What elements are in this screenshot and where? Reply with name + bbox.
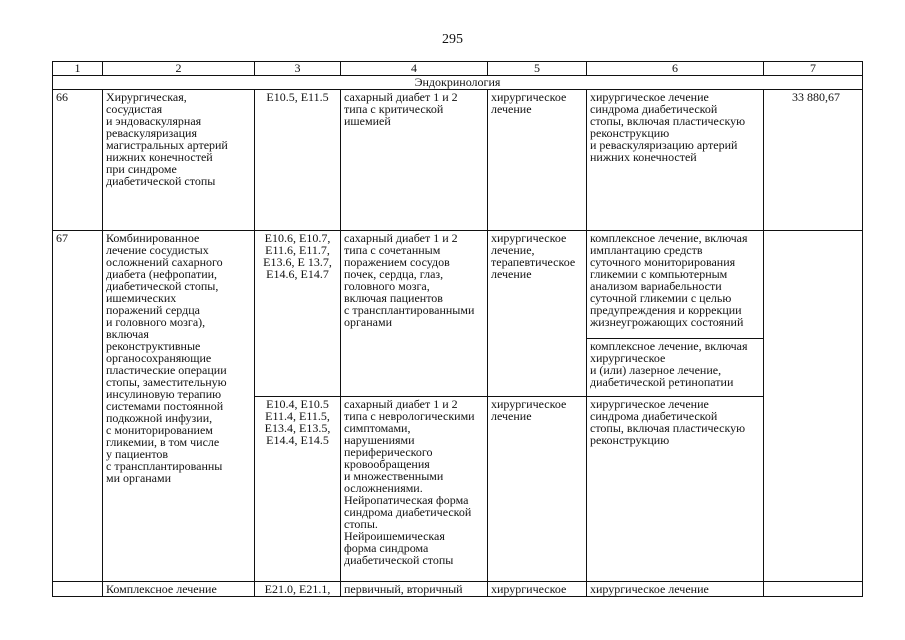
treatment-method: комплексное лечение, включая имплантацию средств суточного мониторирования гликемии с компьютерным анализом вариабельности суточной гликемии с целью предупреждения и коррекции жизнеугрожающих состояний (587, 231, 764, 339)
column-number: 1 (53, 62, 103, 76)
patient-model: первичный, вторичный (341, 582, 488, 597)
column-number: 7 (764, 62, 863, 76)
row-number: 66 (53, 90, 103, 231)
icd-codes: E21.0, E21.1, (255, 582, 341, 597)
treatment-type: хирургическое лечение (488, 90, 587, 231)
column-number: 2 (103, 62, 255, 76)
treatment-method: хирургическое лечение синдрома диабетической стопы, включая пластическую реконструкцию и реваскуляризацию артерий нижних конечностей (587, 90, 764, 231)
medical-care-table (52, 61, 863, 597)
section-title: Эндокринология (53, 76, 863, 90)
care-type-name: Комплексное лечение (103, 582, 255, 597)
table-row-67a (53, 231, 863, 339)
treatment-type: хирургическое (488, 582, 587, 597)
row-number: 67 (53, 231, 103, 582)
column-number: 6 (587, 62, 764, 76)
column-number: 5 (488, 62, 587, 76)
table-row-66 (53, 90, 863, 231)
table-row-68 (53, 582, 863, 597)
patient-model: сахарный диабет 1 и 2 типа с критической ишемией (341, 90, 488, 231)
patient-model: сахарный диабет 1 и 2 типа с сочетанным поражением сосудов почек, сердца, глаз, головного мозга, включая пациентов с трансплантированными органами (341, 231, 488, 397)
section-row (53, 76, 863, 90)
treatment-method: хирургическое лечение (587, 582, 764, 597)
patient-model: сахарный диабет 1 и 2 типа с неврологическими симптомами, нарушениями периферического кровообращения и множественными осложнениями. Нейропатическая форма синдрома диабетической стопы. Нейроишемическая форма синдрома диабетической стопы (341, 397, 488, 582)
icd-codes: E10.5, E11.5 (255, 90, 341, 231)
row-number (53, 582, 103, 597)
cost-cell (764, 231, 863, 582)
page-number: 295 (442, 32, 463, 47)
column-number: 4 (341, 62, 488, 76)
treatment-method: комплексное лечение, включая хирургическое и (или) лазерное лечение, диабетической ретинопатии (587, 339, 764, 397)
cost-value: 33 880,67 (764, 90, 863, 231)
care-type-name: Комбинированное лечение сосудистых осложнений сахарного диабета (нефропатии, диабетической стопы, ишемических поражений сердца и головного мозга), включая реконструктивные органосохраняющие пластические операции стопы, заместительную инсулиновую терапию системами постоянной подкожной инфузии, с мониторированием гликемии, в том числе у пациентов с трансплантированны ми органами (103, 231, 255, 582)
treatment-type: хирургическое лечение, терапевтическое лечение (488, 231, 587, 397)
column-number-row (53, 62, 863, 76)
cost-cell (764, 582, 863, 597)
column-number: 3 (255, 62, 341, 76)
care-type-name: Хирургическая, сосудистая и эндоваскулярная реваскуляризация магистральных артерий нижних конечностей при синдроме диабетической стопы (103, 90, 255, 231)
icd-codes: E10.4, E10.5 E11.4, E11.5, E13.4, E13.5, E14.4, E14.5 (255, 397, 341, 582)
treatment-type: хирургическое лечение (488, 397, 587, 582)
icd-codes: E10.6, E10.7, E11.6, E11.7, E13.6, E 13.7, E14.6, E14.7 (255, 231, 341, 397)
treatment-method: хирургическое лечение синдрома диабетической стопы, включая пластическую реконструкцию (587, 397, 764, 582)
